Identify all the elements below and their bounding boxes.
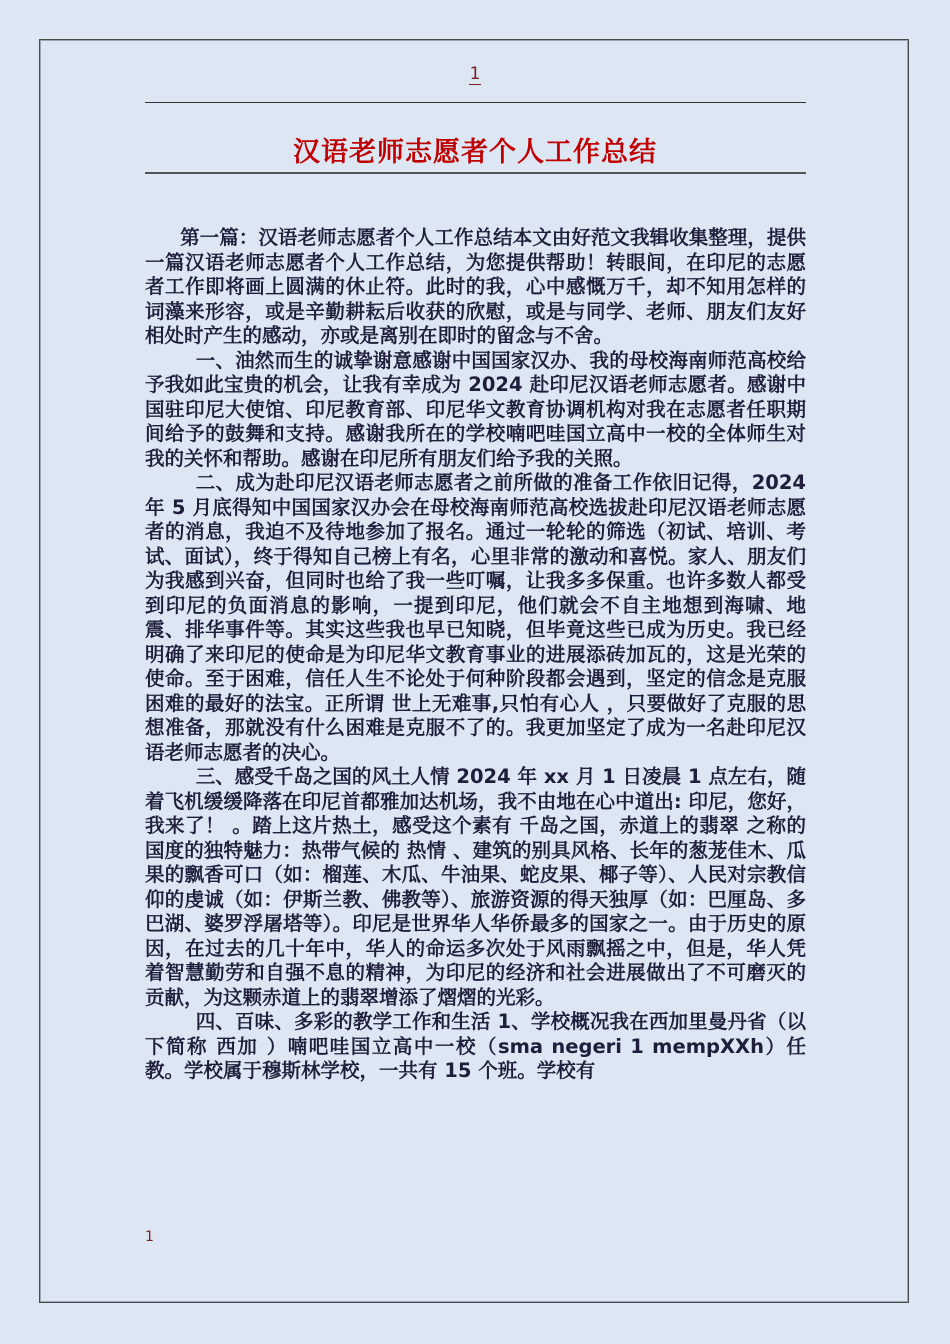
title-rule bbox=[145, 172, 806, 174]
paragraph-5: 四、百味、多彩的教学工作和生活 1、学校概况我在西加里曼丹省（以下简称 西加 ）喃吧哇国立高中一校（sma negeri 1 mempXXh）任教。学校属于穆斯林学校，一共有 15 个班。学校有 bbox=[145, 1010, 806, 1082]
document-body bbox=[145, 226, 806, 1084]
paragraph-3: 二、成为赴印尼汉语老师志愿者之前所做的准备工作依旧记得，2024 年 5 月底得知中国国家汉办会在母校海南师范高校选拔赴印尼汉语老师志愿者的消息，我迫不及待地参加了报名。通过一轮轮的筛选（初试、培训、考试、面试），终于得知自己榜上有名，心里非常的激动和喜悦。家人、朋友们为我感到兴奋，但同时也给了我一些叮嘱，让我多多保重。也许多数人都受到印尼的负面消息的影响，一提到印尼，他们就会不自主地想到海啸、地震、排华事件等。其实这些我也早已知晓，但毕竟这些已成为历史。我已经明确了来印尼的使命是为印尼华文教育事业的进展添砖加瓦的，这是光荣的使命。至于困难，信任人生不论处于何种阶段都会遇到，坚定的信念是克服困难的最好的法宝。正所谓 世上无难事,只怕有心人 ，只要做好了克服的思想准备，那就没有什么困难是克服不了的。我更加坚定了成为一名赴印尼汉语老师志愿者的决心。 bbox=[145, 471, 806, 764]
header-page-number-text: 1 bbox=[469, 64, 481, 84]
footer-page-number: 1 bbox=[145, 1229, 154, 1245]
header-rule bbox=[145, 102, 806, 103]
paragraph-1: 第一篇：汉语老师志愿者个人工作总结本文由好范文我辑收集整理，提供一篇汉语老师志愿者个人工作总结，为您提供帮助！转眼间，在印尼的志愿者工作即将画上圆满的休止符。此时的我，心中感慨万千，却不知用怎样的词藻来形容，或是辛勤耕耘后收获的欣慰，或是与同学、老师、朋友们友好相处时产生的感动，亦或是离别在即时的留念与不舍。 bbox=[145, 226, 806, 347]
header-page-number bbox=[0, 64, 950, 84]
document-title: 汉语老师志愿者个人工作总结 bbox=[293, 137, 657, 168]
paragraph-4: 三、感受千岛之国的风土人情 2024 年 xx 月 1 日凌晨 1 点左右，随着飞机缓缓降落在印尼首都雅加达机场，我不由地在心中道出: 印尼，您好，我来了！ 。踏上这片热土，感受这个素有 千岛之国，赤道上的翡翠 之称的国度的独特魅力：热带气候的 热情 、建筑的别具风格、长年的葱茏佳木、瓜果的飘香可口（如：榴莲、木瓜、牛油果、蛇皮果、椰子等）、人民对宗教信仰的虔诚（如：伊斯兰教、佛教等）、旅游资源的得天独厚（如：巴厘岛、多巴湖、婆罗浮屠塔等）。印尼是世界华人华侨最多的国家之一。由于历史的原因，在过去的几十年中，华人的命运多次处于风雨飘摇之中，但是，华人凭着智慧勤劳和自强不息的精神，为印尼的经济和社会进展做出了不可磨灭的贡献，为这颗赤道上的翡翠增添了熠熠的光彩。 bbox=[145, 765, 807, 1009]
paragraph-2: 一、油然而生的诚挚谢意感谢中国国家汉办、我的母校海南师范高校给予我如此宝贵的机会，让我有幸成为 2024 赴印尼汉语老师志愿者。感谢中国驻印尼大使馆、印尼教育部、印尼华文教育协调机构对我在志愿者任职期间给予的鼓舞和支持。感谢我所在的学校喃吧哇国立高中一校的全体师生对我的关怀和帮助。感谢在印尼所有朋友们给予我的关照。 bbox=[145, 348, 806, 470]
